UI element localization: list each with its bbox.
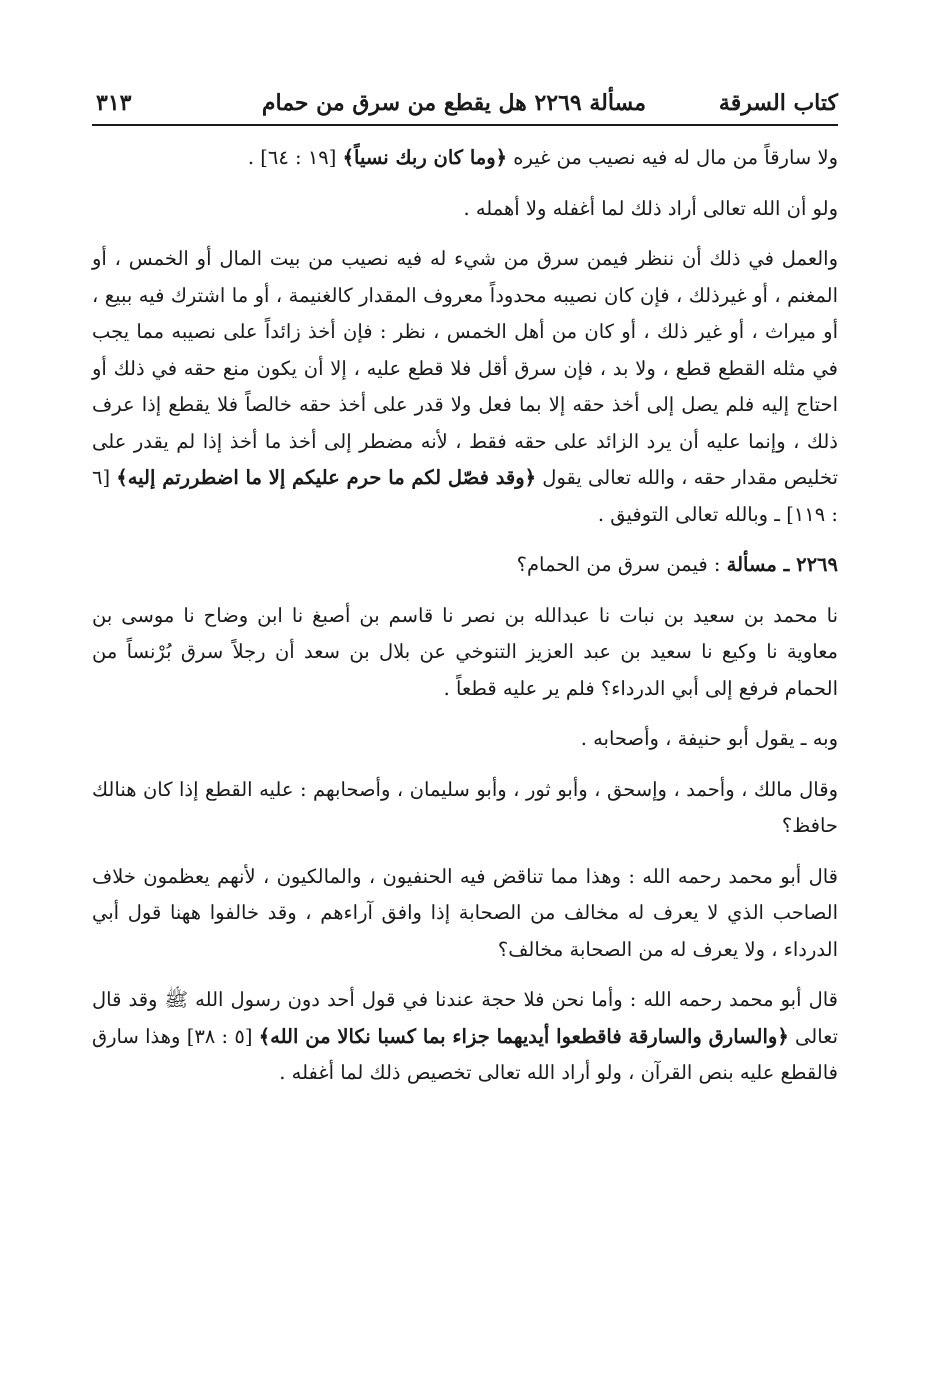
paragraph-6: وقال مالك ، وأحمد ، وإسحق ، وأبو ثور ، وأبو سليمان ، وأصحابهم : عليه القطع إذا كان هنالك حافظ؟ (92, 777, 838, 837)
page-body (92, 140, 838, 1092)
paragraph-4: نا محمد بن سعيد بن نبات نا عبدالله بن نصر نا قاسم بن أصبغ نا ابن وضاح نا موسى بن معاوية نا وكيع نا سعيد بن عبد العزيز التنوخي عن بلال بن سعد أن رجلاً سرق بُرْنساً من الحمام فرفع إلى أبي الدرداء؟ فلم ير عليه قطعاً . (92, 603, 838, 700)
page-header (92, 84, 838, 126)
paragraph-7: قال أبو محمد رحمه الله : وهذا مما تناقض فيه الحنفيون ، والمالكيون ، لأنهم يعظمون خلاف الصاحب الذي لا يعرف له مخالف من الصحابة إذا وافق آراءهم ، وقد خالفوا ههنا قول أبي الدرداء ، ولا يعرف له من الصحابة مخالف؟ (92, 864, 838, 961)
issue-label: ـ مسألة (726, 553, 797, 576)
paragraph-3-text: والعمل في ذلك أن ننظر فيمن سرق من شيء له فيه نصيب من بيت المال أو الخمس ، أو المغنم ، أو غيرذلك ، فإن كان نصيبه محدوداً معروف المقدار كالغنيمة ، أو ما اشترك فيه ببيع ، أو ميراث ، أو غير ذلك ، أو كان من أهل الخمس ، نظر : فإن أخذ زائداً على نصيبه مما يجب في مثله القطع قطع ، ولا بد ، فإن سرق أقل فلا قطع عليه ، إلا أن يكون منع حقه في ذلك أو احتاج إليه فلم يصل إلى أخذ حقه إلا بما فعل ولا قدر على أخذ حقه خالصاً فلا يقطع إذا عرف ذلك ، وإنما عليه أن يرد الزائد على حقه فقط ، لأنه مضطر إلى أخذ ما أخذ إذا لم يقدر على تخليص مقدار حقه ، والله تعالى يقول (92, 247, 838, 489)
paragraph-5: وبه ـ يقول أبو حنيفة ، وأصحابه . (580, 727, 838, 750)
verse-reference: [٦ : ١١٩] ـ وبالله تعالى التوفيق . (92, 466, 838, 526)
paragraph-2: ولو أن الله تعالى أراد ذلك لما أغفله ولا أهمله . (463, 196, 838, 220)
issue-question: : فيمن سرق من الحمام؟ (516, 553, 727, 576)
book-title: كتاب السرقة (718, 90, 838, 116)
quran-quote: ﴿وما كان ربك نسياً﴾ (342, 146, 508, 169)
paragraph-8 (92, 982, 838, 1092)
quran-quote: ﴿والسارق والسارقة فاقطعوا أيديهما جزاء بما كسبا نكالا من الله﴾ (258, 1024, 789, 1048)
verse-reference: [٥ : ٣٨] وهذا سارق فالقطع عليه بنص القرآن ، ولو أراد الله تعالى تخصيص ذلك لما أغفله . (92, 1024, 838, 1084)
paragraph-8-text: قال أبو محمد رحمه الله : وأما نحن فلا حجة عندنا في قول أحد دون رسول الله ﷺ وقد قال تعالى (92, 988, 838, 1048)
verse-reference: [١٩ : ٦٤] . (247, 146, 343, 169)
issue-heading (92, 547, 838, 584)
document-page (92, 84, 838, 1106)
paragraph-1 (92, 140, 838, 177)
page-number: ٣١٣ (96, 90, 132, 116)
issue-title: مسألة ٢٢٦٩ هل يقطع من سرق من حمام (261, 90, 646, 116)
quran-quote: ﴿وقد فصّل لكم ما حرم عليكم إلا ما اضطررتم إليه﴾ (116, 466, 537, 489)
paragraph-1-text: ولا سارقاً من مال له فيه نصيب من غيره (507, 146, 838, 169)
issue-number: ٢٢٦٩ (796, 553, 838, 576)
paragraph-3 (92, 241, 838, 533)
